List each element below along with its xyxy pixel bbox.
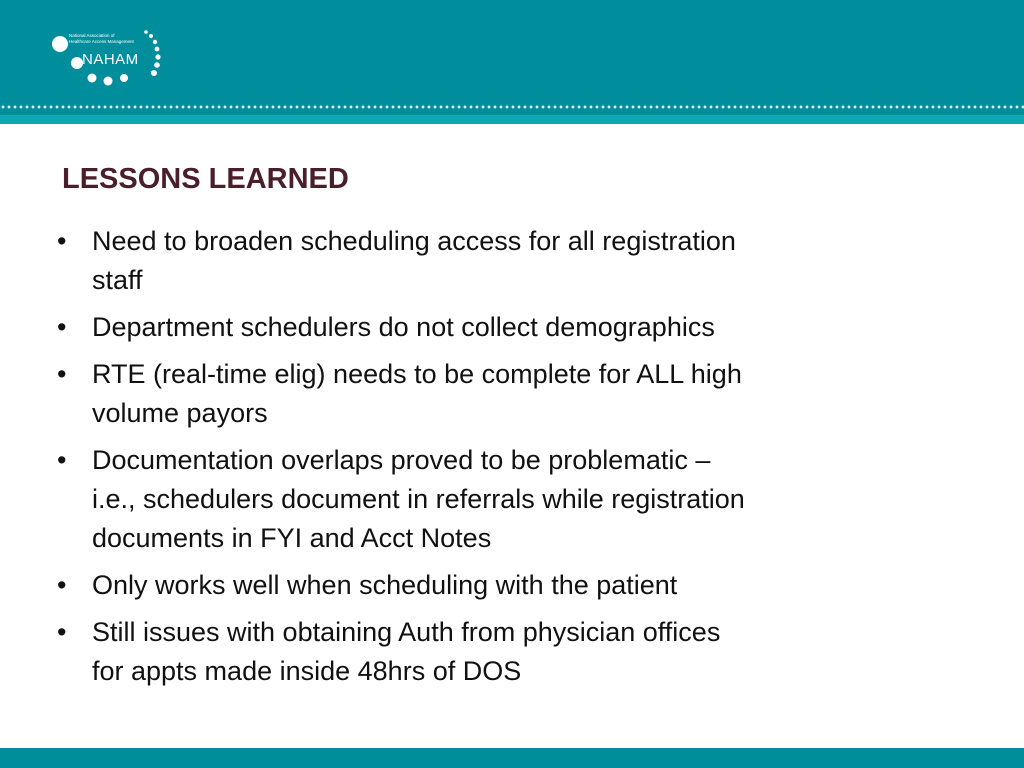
bullet-mark: • [57, 445, 67, 475]
bullet-text-line: volume payors [92, 398, 268, 428]
bullet-text-line: staff [92, 265, 143, 295]
bullet-text-line: documents in FYI and Acct Notes [92, 523, 492, 553]
bullet-mark: • [57, 226, 67, 256]
header-edge-stripe [0, 115, 1024, 124]
logo-wordmark: NAHAM [82, 51, 139, 68]
bullet-item [0, 566, 892, 605]
bullet-item [0, 613, 892, 691]
logo-org-line1: National Association of [69, 33, 115, 38]
bullet-item [0, 441, 892, 558]
bullet-text-line: Need to broaden scheduling access for all registration [92, 226, 736, 256]
bullet-mark: • [57, 359, 67, 389]
bullet-list [0, 222, 1024, 699]
logo-trademark: TM [150, 70, 156, 75]
logo-org-line2: Healthcare Access Management [69, 39, 134, 44]
header-dotted-divider [0, 104, 1024, 110]
logo-tagline [69, 33, 149, 45]
bullet-item [0, 308, 892, 347]
bullet-text-line: RTE (real-time elig) needs to be complete for ALL high [92, 359, 742, 389]
bullet-text-line: i.e., schedulers document in referrals while registration [92, 484, 745, 514]
bullet-text-line: Only works well when scheduling with the patient [92, 570, 678, 600]
bullet-text-line: Documentation overlaps proved to be problematic – [92, 445, 711, 475]
bullet-text-line: Department schedulers do not collect demographics [92, 312, 715, 342]
bullet-text-line: Still issues with obtaining Auth from physician offices [92, 617, 721, 647]
slide-title: LESSONS LEARNED [62, 163, 349, 195]
bullet-mark: • [57, 617, 67, 647]
bullet-item [0, 222, 892, 300]
bullet-item [0, 355, 892, 433]
footer-band [0, 748, 1024, 768]
bullet-mark: • [57, 570, 67, 600]
bullet-mark: • [57, 312, 67, 342]
bullet-text-line: for appts made inside 48hrs of DOS [92, 656, 522, 686]
